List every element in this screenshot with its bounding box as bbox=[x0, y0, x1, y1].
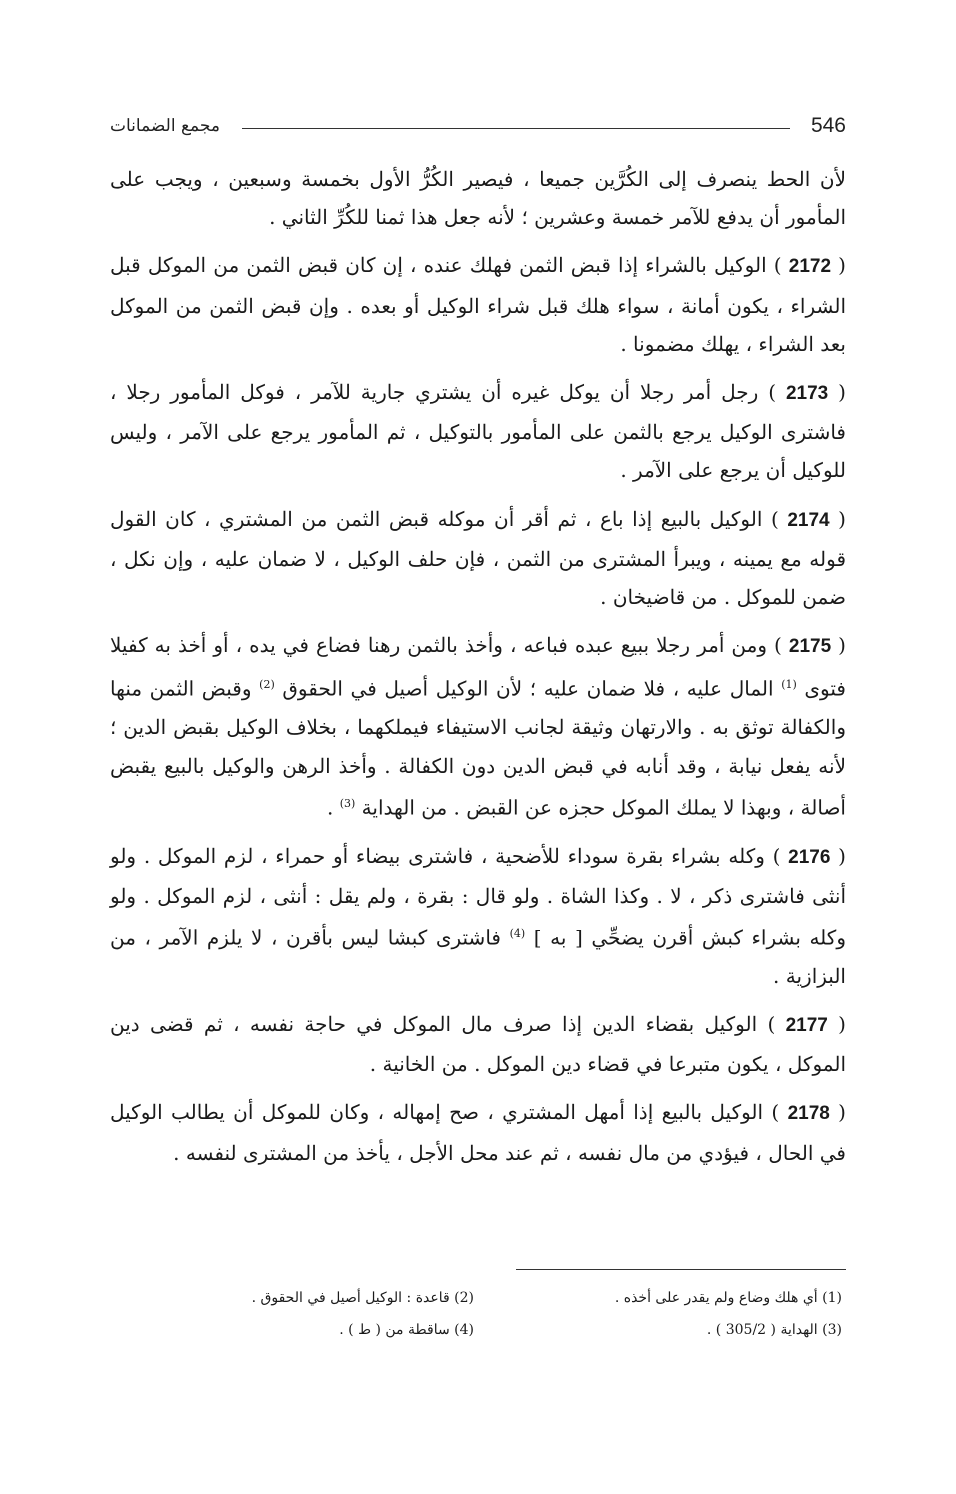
footnote-2: (2) قاعدة : الوكيل أصيل في الحقوق . bbox=[251, 1290, 474, 1306]
footnote-ref: (4) bbox=[509, 926, 526, 940]
entry-2177: ( 2177 ) الوكيل بقضاء الدين إذا صرف مال الموكل في حاجة نفسه ، ثم قضى دين الموكل ، يكون متبرعا في قضاء دين الموكل . من الخانية . bbox=[110, 1012, 846, 1077]
footnote-ref: (2) bbox=[259, 678, 275, 692]
entry-text: الوكيل بالبيع إذا باع ، ثم أقر أن موكله قبض الثمن من المشتري ، كان القول قوله مع يمينه ، ويبرأ المشترى من الثمن ، فإن حلف الوكيل ، لا ضمان عليه ، وإن نكل ، ضمن للموكل . من قاضيخان . bbox=[110, 506, 846, 610]
entry-number: 2173 bbox=[785, 383, 829, 405]
page-number: 546 bbox=[810, 114, 846, 137]
entry-number: 2172 bbox=[788, 256, 832, 278]
body-text bbox=[110, 160, 846, 1182]
footnote-4: (4) ساقطة من ( ط ) . bbox=[339, 1322, 474, 1338]
entry-2178: ( 2178 ) الوكيل بالبيع إذا أمهل المشتري ، صح إمهاله ، وكان للموكل أن يطالب الوكيل في الحال ، فيؤدي من مال نفسه ، ثم عند محل الأجل ، يأخذ من المشترى لنفسه . bbox=[110, 1100, 846, 1165]
entry-2172: ( 2172 ) الوكيل بالشراء إذا قبض الثمن فهلك عنده ، إن كان قبض الثمن من الموكل قبل الشراء ، يكون أمانة ، سواء هلك قبل شراء الوكيل أو بعده . وإن قبض الثمن من الموكل بعد الشراء ، يهلك مضمونا . bbox=[110, 253, 846, 356]
entry-2176: ( 2176 ) وكله بشراء بقرة سوداء للأضحية ، فاشترى بيضاء أو حمراء ، لزم الموكل . ولو أنثى فاشترى ذكر ، لا . وكذا الشاة . ولو قال : بقرة ، ولم يقل : أنثى ، لزم الموكل . ولو وكله بشراء كبش أقرن يضحِّي [ به ] $^{(4)}$ فاشترى كبشا ليس بأقرن ، لا يلزم الآمر ، من البزازية . bbox=[110, 843, 847, 988]
entry-text: ومن أمر رجلا ببيع عبده فباعه ، وأخذ بالثمن رهنا فضاع في يده ، أو أخذ به كفيلا فتوى bbox=[110, 633, 846, 702]
entry-2174: ( 2174 ) الوكيل بالبيع إذا باع ، ثم أقر أن موكله قبض الثمن من المشتري ، كان القول قوله مع يمينه ، ويبرأ المشترى من الثمن ، فإن حلف الوكيل ، لا ضمان عليه ، وإن نكل ، ضمن للموكل . من قاضيخان . bbox=[110, 506, 846, 610]
entry-number: 2174 bbox=[787, 509, 830, 531]
entry-2175: ( 2175 ) ومن أمر رجلا ببيع عبده فباعه ، وأخذ بالثمن رهنا فضاع في يده ، أو أخذ به كفيلا فتوى $^{(1)}$ المال عليه ، فلا ضمان عليه ؛ لأن الوكيل أصيل في الحقوق $^{(2)}$ وقبض الثمن منها والكفالة توثق به . والارتهان وثيقة لجانب الاستيفاء فيملكهما ، بخلاف الوكيل بقبض الدين ؛ لأنه يفعل نيابة ، وقد أنابه في قبض الدين دون الكفالة . وأخذ الرهن والوكيل بالبيع يقبض أصالة ، وبهذا لا يملك الموكل حجزه عن القبض . من الهداية $^{(3)}$ . bbox=[110, 633, 846, 820]
entry-text: الوكيل بالبيع إذا أمهل المشتري ، صح إمهاله ، وكان للموكل أن يطالب الوكيل في الحال ، فيؤدي من مال نفسه ، ثم عند محل الأجل ، يأخذ من المشترى لنفسه . bbox=[110, 1100, 846, 1165]
entry-2173: ( 2173 ) رجل أمر رجلا أن يوكل غيره أن يشتري جارية للآمر ، فوكل المأمور رجلا ، فاشترى الوكيل يرجع بالثمن على المأمور بالتوكيل ، ثم المأمور يرجع على الآمر ، وليس للوكيل أن يرجع على الآمر . bbox=[110, 380, 846, 483]
entry-text: وكله بشراء بقرة سوداء للأضحية ، فاشترى بيضاء أو حمراء ، لزم الموكل . ولو أنثى فاشترى ذكر ، لا . وكذا الشاة . ولو قال : بقرة ، ولم يقل : أنثى ، لزم الموكل . ولو وكله بشراء كبش أقرن يضحِّي [ به ] bbox=[110, 843, 847, 950]
entry-text: رجل أمر رجلا أن يوكل غيره أن يشتري جارية للآمر ، فوكل المأمور رجلا ، فاشترى الوكيل يرجع بالثمن على المأمور بالتوكيل ، ثم المأمور يرجع على الآمر ، وليس للوكيل أن يرجع على الآمر . bbox=[110, 380, 846, 483]
entry-number: 2176 bbox=[788, 846, 831, 868]
entry-text: الوكيل بالشراء إذا قبض الثمن فهلك عنده ، إن كان قبض الثمن من الموكل قبل الشراء ، يكون أمانة ، سواء هلك قبل شراء الوكيل أو بعده . وإن قبض الثمن من الموكل بعد الشراء ، يهلك مضمونا . bbox=[110, 253, 846, 356]
paragraph-text: لأن الحط ينصرف إلى الكُرَّين جميعا ، فيصير الكُرُّ الأول بخمسة وسبعين ، ويجب على المأمور أن يدفع للآمر خمسة وعشرين ؛ لأنه جعل هذا ثمنا للكُرِّ الثاني . bbox=[110, 167, 846, 230]
entry-text: المال عليه ، فلا ضمان عليه ؛ لأن الوكيل أصيل في الحقوق bbox=[282, 677, 774, 702]
entry-text: فاشترى كبشا ليس بأقرن ، لا يلزم الآمر ، من البزازية . bbox=[110, 925, 846, 988]
page-header bbox=[110, 112, 846, 148]
footnote-1: (1) أي هلك وضاع ولم يقدر على أخذه . bbox=[614, 1290, 842, 1306]
entry-text: الوكيل بقضاء الدين إذا صرف مال الموكل في حاجة نفسه ، ثم قضى دين الموكل ، يكون متبرعا في قضاء دين الموكل . من الخانية . bbox=[110, 1012, 846, 1077]
footnotes bbox=[110, 1288, 846, 1340]
entry-text: وقبض الثمن منها والكفالة توثق به . والارتهان وثيقة لجانب الاستيفاء فيملكهما ، بخلاف الوكيل بقبض الدين ؛ لأنه يفعل نيابة ، وقد أنابه في قبض الدين دون الكفالة . وأخذ الرهن والوكيل بالبيع يقبض أصالة ، وبهذا لا يملك الموكل حجزه عن القبض . من الهداية bbox=[110, 677, 846, 820]
entry-number: 2175 bbox=[788, 636, 832, 658]
footnote-rule bbox=[516, 1269, 846, 1270]
running-title: مجمع الضمانات bbox=[110, 116, 220, 136]
footnote-ref: (3) bbox=[339, 796, 356, 810]
entry-number: 2178 bbox=[787, 1103, 830, 1125]
entry-number: 2177 bbox=[785, 1015, 828, 1037]
entry-text: . bbox=[327, 795, 334, 820]
footnote-ref: (1) bbox=[781, 678, 797, 692]
paragraph bbox=[110, 160, 846, 236]
header-rule bbox=[242, 128, 790, 129]
footnote-3: (3) الهداية ( 305/2 ) . bbox=[706, 1322, 842, 1338]
